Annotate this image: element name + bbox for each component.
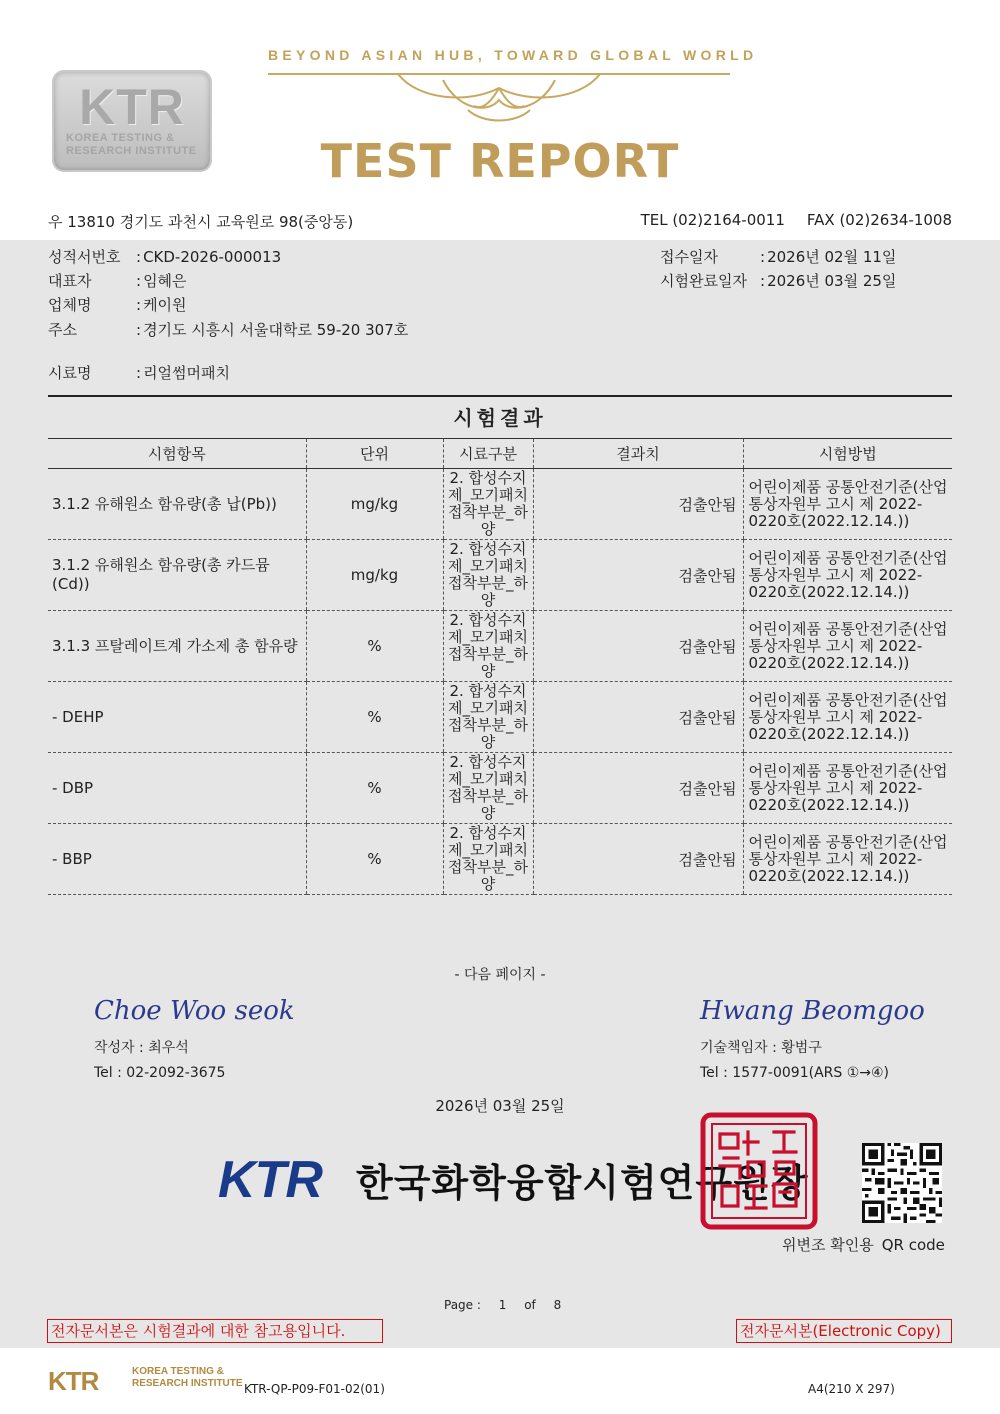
table-row xyxy=(48,824,952,895)
col-header-item: 시험항목 xyxy=(48,439,306,469)
cell-sample: 2. 합성수지제_모기패치 접착부분_하양 xyxy=(443,682,533,753)
completed-date-row: 시험완료일자 : 2026년 03월 25일 xyxy=(660,272,897,290)
tech-manager-tel: Tel : 1577-0091(ARS ①→④) xyxy=(700,1065,889,1081)
ceo-name: 임혜은 xyxy=(143,272,187,290)
lab-tel: TEL (02)2164-0011 xyxy=(640,211,785,229)
lab-fax: FAX (02)2634-1008 xyxy=(806,211,952,229)
footer-institute: KOREA TESTING & RESEARCH INSTITUTE xyxy=(132,1366,243,1389)
cell-unit: % xyxy=(306,682,443,753)
table-row xyxy=(48,540,952,611)
tagline: BEYOND ASIAN HUB, TOWARD GLOBAL WORLD xyxy=(268,47,758,63)
reference-notice: 전자문서본은 시험결과에 대한 참고용입니다. xyxy=(47,1319,383,1343)
cell-result: 검출안됨 xyxy=(533,682,743,753)
page-indicator: Page : 1 of 8 xyxy=(444,1298,562,1312)
next-page-note: - 다음 페이지 - xyxy=(454,967,546,983)
tech-manager-signature: Hwang Beomgoo xyxy=(700,996,925,1026)
qr-caption xyxy=(782,1234,945,1255)
completed-date: 2026년 03월 25일 xyxy=(767,272,897,290)
electronic-copy-notice: 전자문서본(Electronic Copy) xyxy=(736,1319,952,1343)
qr-caption-right: QR code xyxy=(881,1236,945,1254)
author-tel: Tel : 02-2092-3675 xyxy=(94,1065,226,1081)
cell-result: 검출안됨 xyxy=(533,611,743,682)
report-number: CKD-2026-000013 xyxy=(143,248,282,266)
cell-unit: % xyxy=(306,611,443,682)
cell-item: 3.1.2 유해원소 함유량(총 카드뮴(Cd)) xyxy=(48,540,306,611)
cell-result: 검출안됨 xyxy=(533,469,743,540)
institute-name: 한국화학융합시험연구원장 xyxy=(356,1161,809,1205)
ktr-logo-subtitle: KOREA TESTING & RESEARCH INSTITUTE xyxy=(66,132,197,157)
cell-unit: mg/kg xyxy=(306,469,443,540)
company-address: 경기도 시흥시 서울대학로 59-20 307호 xyxy=(143,321,409,339)
page-total: 8 xyxy=(553,1298,562,1312)
cell-result: 검출안됨 xyxy=(533,753,743,824)
ceo-row: 대표자 : 임혜은 xyxy=(48,272,187,290)
report-number-row: 성적서번호 : CKD-2026-000013 xyxy=(48,248,282,266)
cell-item: 3.1.3 프탈레이트계 가소제 총 함유량 xyxy=(48,611,306,682)
cell-sample: 2. 합성수지제_모기패치 접착부분_하양 xyxy=(443,611,533,682)
qr-code-icon xyxy=(862,1143,942,1223)
qr-caption-left: 위변조 확인용 xyxy=(782,1236,874,1254)
cell-unit: % xyxy=(306,824,443,895)
company-row: 업체명 : 케이원 xyxy=(48,296,187,314)
cell-result: 검출안됨 xyxy=(533,540,743,611)
author-name: 작성자 : 최우석 xyxy=(94,1040,189,1056)
table-row xyxy=(48,469,952,540)
cell-unit: mg/kg xyxy=(306,540,443,611)
footer-ktr-logo: KTR xyxy=(48,1366,99,1396)
received-date: 2026년 02월 11일 xyxy=(767,248,897,266)
form-code: KTR-QP-P09-F01-02(01) xyxy=(244,1382,385,1396)
lab-address: 우 13810 경기도 과천시 교육원로 98(중앙동) xyxy=(48,213,354,231)
cell-method: 어린이제품 공통안전기준(산업통상자원부 고시 제 2022-0220호(2022.12.14.)) xyxy=(743,753,952,824)
cell-sample: 2. 합성수지제_모기패치 접착부분_하양 xyxy=(443,469,533,540)
author-signature: Choe Woo seok xyxy=(94,996,295,1026)
cell-method: 어린이제품 공통안전기준(산업통상자원부 고시 제 2022-0220호(2022.12.14.)) xyxy=(743,540,952,611)
cell-method: 어린이제품 공통안전기준(산업통상자원부 고시 제 2022-0220호(2022.12.14.)) xyxy=(743,469,952,540)
table-row xyxy=(48,753,952,824)
received-date-row: 접수일자 : 2026년 02월 11일 xyxy=(660,248,897,266)
ktr-logo-emblem xyxy=(52,70,212,172)
cell-item: - DBP xyxy=(48,753,306,824)
cell-sample: 2. 합성수지제_모기패치 접착부분_하양 xyxy=(443,824,533,895)
cell-item: - DEHP xyxy=(48,682,306,753)
report-title: TEST REPORT xyxy=(320,134,680,188)
ktr-logo-text: KTR xyxy=(79,79,185,135)
tech-manager-name: 기술책임자 : 황범구 xyxy=(700,1040,822,1056)
col-header-method: 시험방법 xyxy=(743,439,952,469)
page-current: 1 xyxy=(498,1298,507,1312)
cell-method: 어린이제품 공통안전기준(산업통상자원부 고시 제 2022-0220호(2022.12.14.)) xyxy=(743,611,952,682)
col-header-result: 결과치 xyxy=(533,439,743,469)
ktr-logo: KTR xyxy=(218,1151,322,1209)
cell-method: 어린이제품 공통안전기준(산업통상자원부 고시 제 2022-0220호(2022.12.14.)) xyxy=(743,824,952,895)
cell-result: 검출안됨 xyxy=(533,824,743,895)
section-divider xyxy=(48,395,952,397)
sample-name: 리얼썸머패치 xyxy=(143,364,231,382)
ornament-flourish-icon xyxy=(268,70,730,126)
cell-sample: 2. 합성수지제_모기패치 접착부분_하양 xyxy=(443,753,533,824)
address-row: 주소 : 경기도 시흥시 서울대학로 59-20 307호 xyxy=(48,321,409,339)
table-row xyxy=(48,682,952,753)
paper-size: A4(210 X 297) xyxy=(808,1382,895,1396)
cell-unit: % xyxy=(306,753,443,824)
results-table xyxy=(48,438,952,895)
issue-date: 2026년 03월 25일 xyxy=(435,1097,565,1115)
col-header-unit: 단위 xyxy=(306,439,443,469)
cell-item: 3.1.2 유해원소 함유량(총 납(Pb)) xyxy=(48,469,306,540)
cell-item: - BBP xyxy=(48,824,306,895)
official-seal-icon xyxy=(700,1112,818,1230)
cell-sample: 2. 합성수지제_모기패치 접착부분_하양 xyxy=(443,540,533,611)
cell-method: 어린이제품 공통안전기준(산업통상자원부 고시 제 2022-0220호(2022.12.14.)) xyxy=(743,682,952,753)
company-name: 케이원 xyxy=(143,296,187,314)
results-title: 시험결과 xyxy=(453,406,547,430)
col-header-sample: 시료구분 xyxy=(443,439,533,469)
lab-contact xyxy=(641,211,952,229)
sample-row: 시료명 : 리얼썸머패치 xyxy=(48,364,231,382)
table-header-row xyxy=(48,439,952,469)
table-row xyxy=(48,611,952,682)
